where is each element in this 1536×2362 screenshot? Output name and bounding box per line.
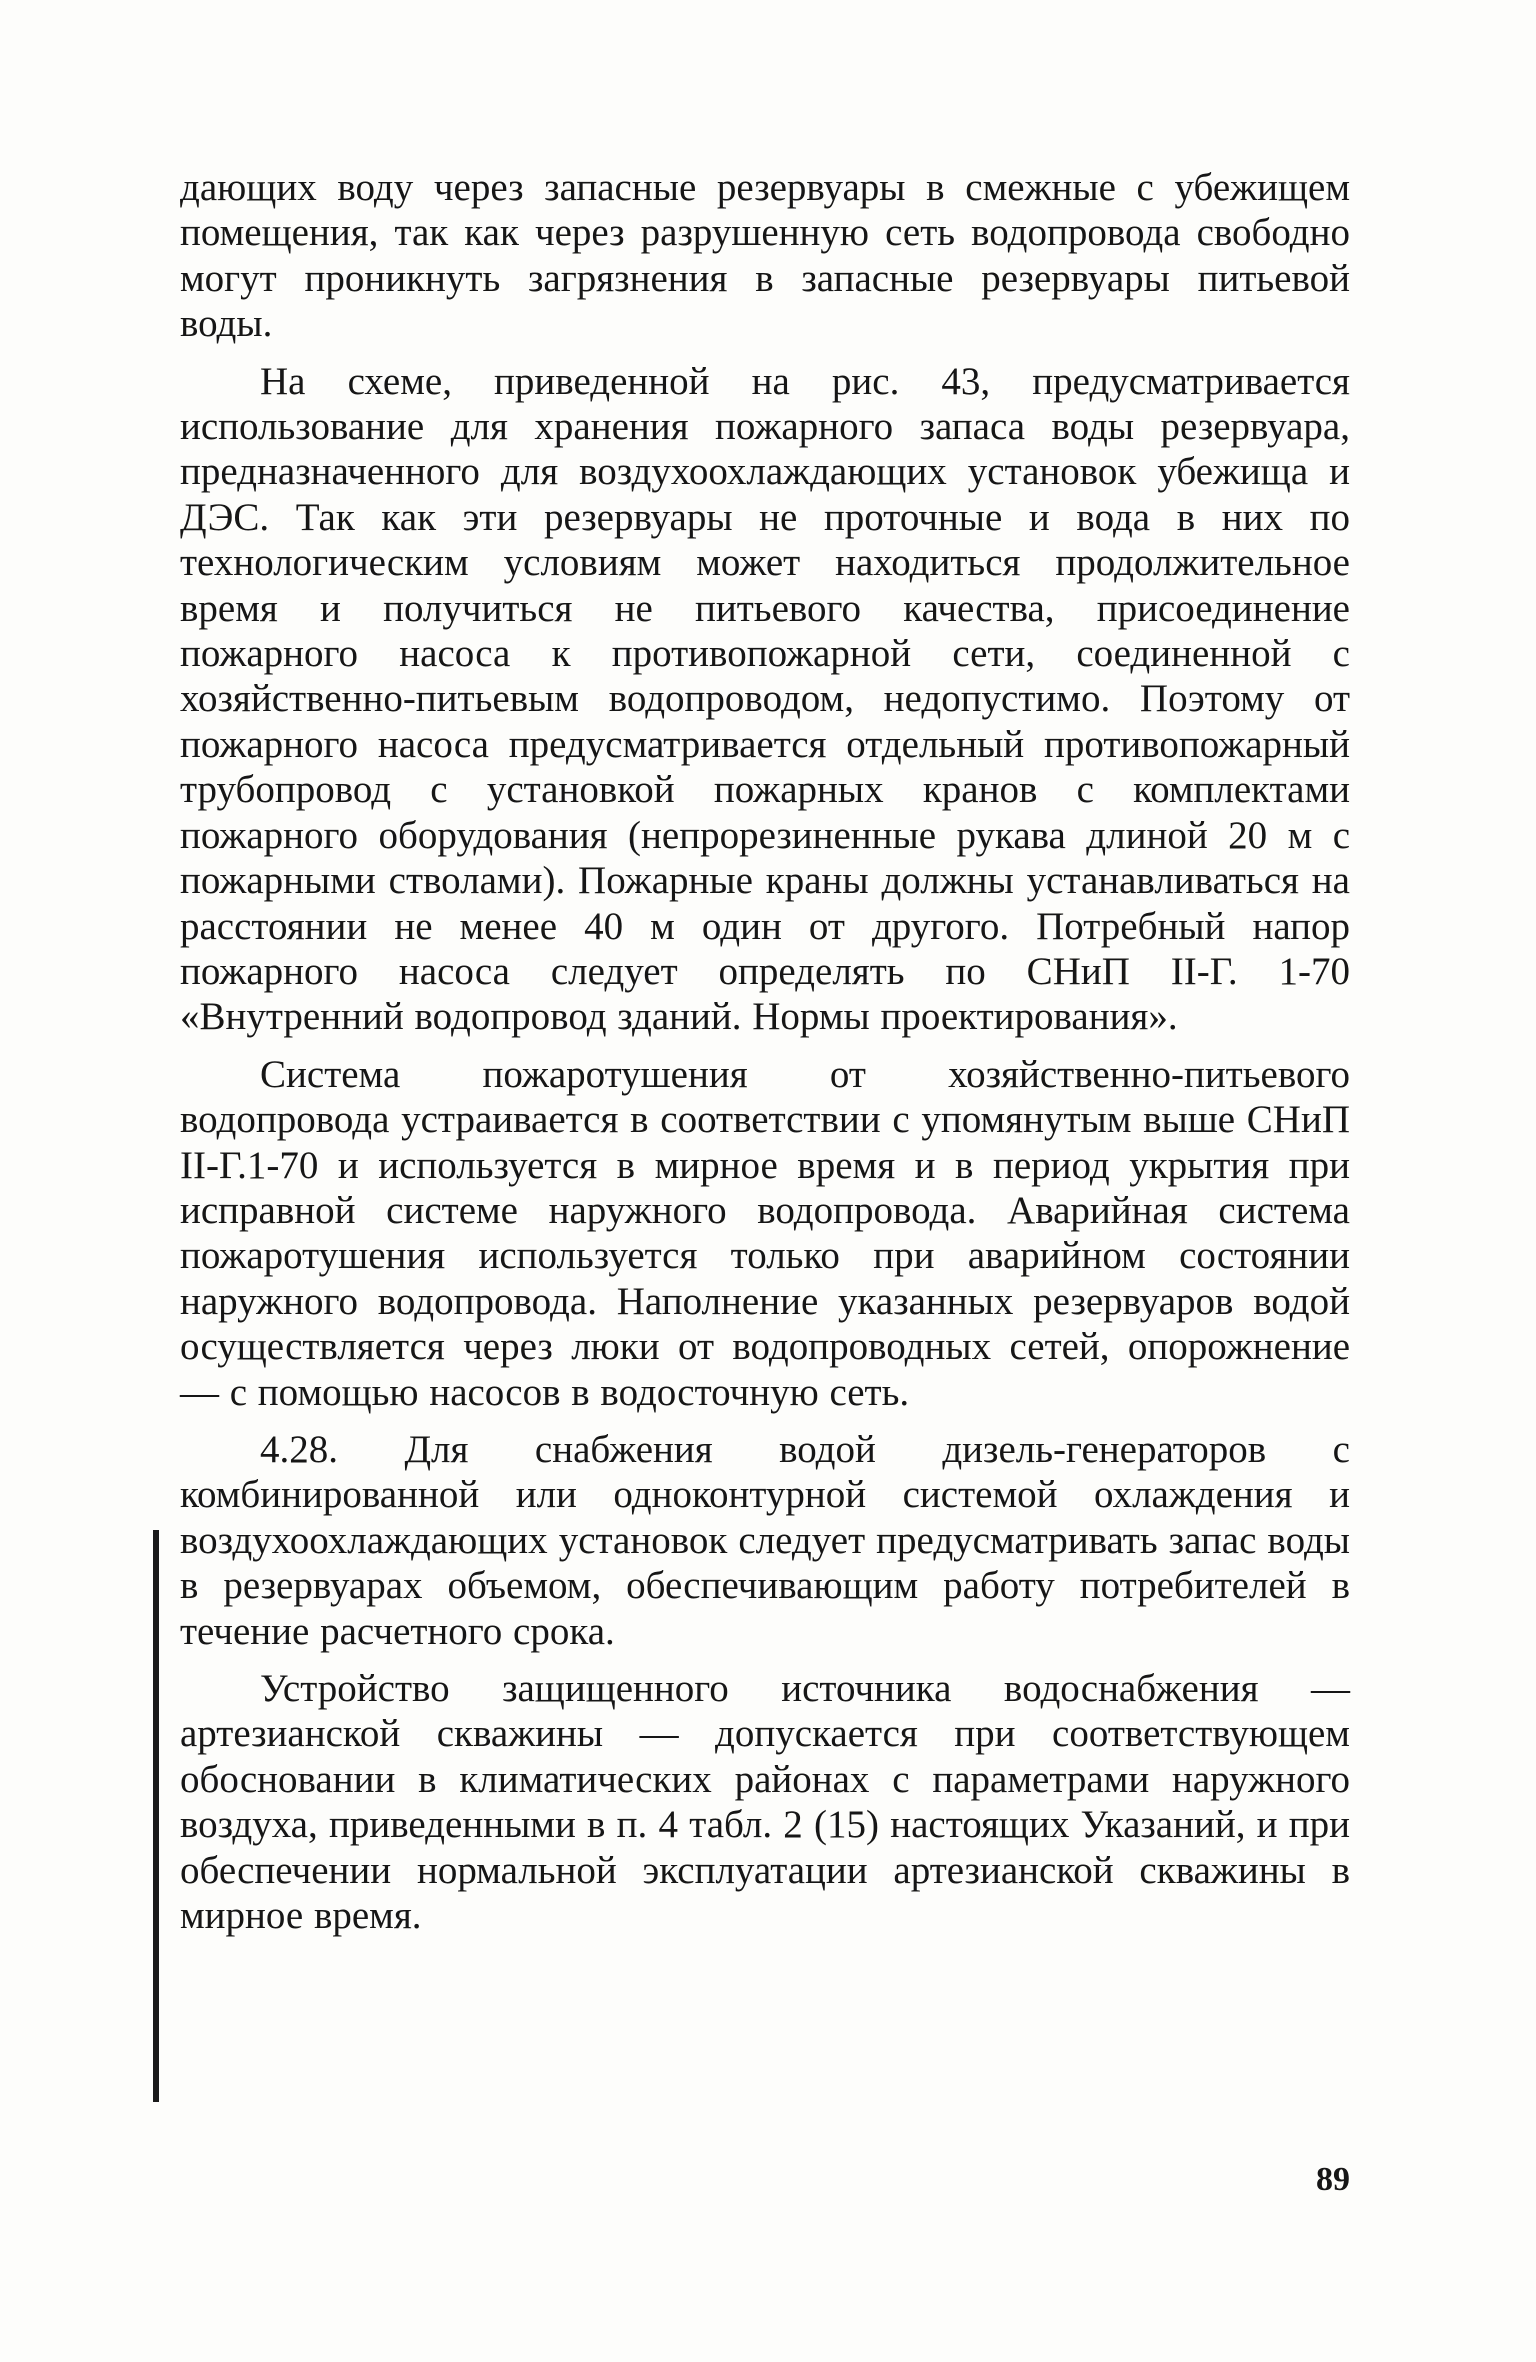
paragraph-section-4-28: 4.28. Для снабжения водой дизель-генераторов с комбинированной или одноконтурной системой охлаждения и воздухоохлаждающих установок следует предусматривать запас воды в резервуарах объемом, обеспечивающим работу потребителей в течение расчетного срока.: [180, 1427, 1350, 1653]
page-number: 89: [1316, 2161, 1350, 2198]
margin-change-bar: [153, 1530, 159, 2102]
paragraph-continuation: дающих воду через запасные резервуары в смежные с убежищем помещения, так как через разрушенную сеть водопровода свободно могут проникнуть загрязнения в запасные резервуары питьевой воды.: [180, 166, 1350, 346]
paragraph-fire-reserve: На схеме, приведенной на рис. 43, предусматривается использование для хранения пожарного запаса воды резервуара, предназначенного для воздухоохлаждающих установок убежища и ДЭС. Так как эти резервуары не проточные и вода в них по технологическим условиям может находиться продолжительное время и получиться не питьевого качества, присоединение пожарного насоса к противопожарной сети, соединенной с хозяйственно-питьевым водопроводом, недопустимо. Поэтому от пожарного насоса предусматривается отдельный противопожарный трубопровод с установкой пожарных кранов с комплектами пожарного оборудования (непрорезиненные рукава длиной 20 м с пожарными стволами). Пожарные краны должны устанавливаться на расстоянии не менее 40 м один от другого. Потребный напор пожарного насоса следует определять по СНиП II-Г. 1-70 «Внутренний водопровод зданий. Нормы проектирования».: [180, 359, 1350, 1039]
body-text: [180, 165, 1350, 1938]
paragraph-fire-system: Система пожаротушения от хозяйственно-питьевого водопровода устраивается в соответствии с упомянутым выше СНиП II-Г.1-70 и используется в мирное время и в период укрытия при исправной системе наружного водопровода. Аварийная система пожаротушения используется только при аварийном состоянии наружного водопровода. Наполнение указанных резервуаров водой осуществляется через люки от водопроводных сетей, опорожнение — с помощью насосов в водосточную сеть.: [180, 1052, 1350, 1414]
paragraph-artesian-well: Устройство защищенного источника водоснабжения — артезианской скважины — допускается при соответствующем обосновании в климатических районах с параметрами наружного воздуха, приведенными в п. 4 табл. 2 (15) настоящих Указаний, и при обеспечении нормальной эксплуатации артезианской скважины в мирное время.: [180, 1667, 1350, 1938]
